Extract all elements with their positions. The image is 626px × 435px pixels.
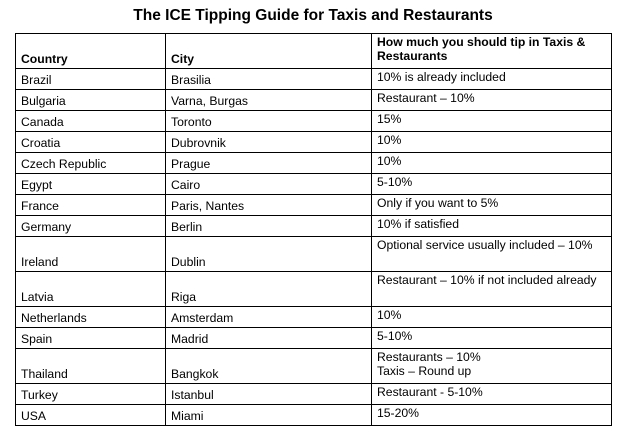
- tip-text: 10%: [377, 308, 402, 322]
- cell-country: Netherlands: [16, 307, 166, 328]
- table-body: [16, 69, 612, 426]
- cell-country: France: [16, 195, 166, 216]
- tipping-table: [15, 33, 612, 426]
- cell-tip: [372, 237, 612, 272]
- cell-city: Varna, Burgas: [166, 90, 372, 111]
- tip-text: 5-10%: [377, 175, 413, 189]
- tip-text: Restaurant – 10% if not included already: [377, 273, 597, 287]
- tip-text: Restaurants – 10%: [377, 350, 481, 364]
- cell-city: Cairo: [166, 174, 372, 195]
- cell-tip: [372, 153, 612, 174]
- table-row: [16, 216, 612, 237]
- tip-text: 15%: [377, 112, 402, 126]
- cell-tip: [372, 174, 612, 195]
- table-row: [16, 237, 612, 272]
- cell-city: Madrid: [166, 328, 372, 349]
- cell-country: Czech Republic: [16, 153, 166, 174]
- cell-country: Ireland: [16, 237, 166, 272]
- tip-text: Only if you want to 5%: [377, 196, 499, 210]
- tip-text: Restaurant - 5-10%: [377, 385, 483, 399]
- tip-text: Taxis – Round up: [377, 364, 472, 378]
- table-row: [16, 111, 612, 132]
- tip-text: Optional service usually included – 10%: [377, 238, 593, 252]
- tip-text: 10% if satisfied: [377, 217, 459, 231]
- cell-city: Riga: [166, 272, 372, 307]
- table-row: [16, 384, 612, 405]
- cell-city: Dubrovnik: [166, 132, 372, 153]
- cell-country: Turkey: [16, 384, 166, 405]
- column-header-city: City: [166, 34, 372, 69]
- column-header-tip: How much you should tip in Taxis & Restaurants: [372, 34, 612, 69]
- page-title: The ICE Tipping Guide for Taxis and Restaurants: [133, 7, 493, 24]
- cell-country: USA: [16, 405, 166, 426]
- column-header-country: Country: [16, 34, 166, 69]
- cell-country: Spain: [16, 328, 166, 349]
- table-row: [16, 272, 612, 307]
- cell-tip: [372, 272, 612, 307]
- cell-tip: [372, 90, 612, 111]
- cell-city: Prague: [166, 153, 372, 174]
- table-row: [16, 153, 612, 174]
- cell-city: Brasilia: [166, 69, 372, 90]
- cell-country: Bulgaria: [16, 90, 166, 111]
- table-row: [16, 349, 612, 384]
- cell-country: Germany: [16, 216, 166, 237]
- cell-country: Croatia: [16, 132, 166, 153]
- table-row: [16, 90, 612, 111]
- cell-city: Berlin: [166, 216, 372, 237]
- tip-text: 10%: [377, 133, 402, 147]
- cell-tip: [372, 216, 612, 237]
- table-row: [16, 328, 612, 349]
- cell-city: Istanbul: [166, 384, 372, 405]
- cell-tip: [372, 307, 612, 328]
- table-row: [16, 174, 612, 195]
- cell-tip: [372, 328, 612, 349]
- cell-city: Toronto: [166, 111, 372, 132]
- cell-city: Dublin: [166, 237, 372, 272]
- cell-tip: [372, 111, 612, 132]
- cell-country: Egypt: [16, 174, 166, 195]
- cell-city: Paris, Nantes: [166, 195, 372, 216]
- table-row: [16, 132, 612, 153]
- table-row: [16, 195, 612, 216]
- cell-city: Miami: [166, 405, 372, 426]
- tip-text: Restaurant – 10%: [377, 91, 475, 105]
- table-row: [16, 307, 612, 328]
- cell-tip: [372, 69, 612, 90]
- cell-country: Brazil: [16, 69, 166, 90]
- cell-tip: [372, 405, 612, 426]
- cell-country: Latvia: [16, 272, 166, 307]
- cell-city: Amsterdam: [166, 307, 372, 328]
- cell-tip: [372, 195, 612, 216]
- cell-tip: [372, 132, 612, 153]
- tip-text: 5-10%: [377, 329, 413, 343]
- table-header-row: [16, 34, 612, 69]
- tip-text: 15-20%: [377, 406, 420, 420]
- tip-text: 10% is already included: [377, 70, 506, 84]
- cell-city: Bangkok: [166, 349, 372, 384]
- cell-tip: [372, 384, 612, 405]
- tip-text: 10%: [377, 154, 402, 168]
- cell-country: Canada: [16, 111, 166, 132]
- table-row: [16, 69, 612, 90]
- cell-tip: [372, 349, 612, 384]
- cell-country: Thailand: [16, 349, 166, 384]
- table-row: [16, 405, 612, 426]
